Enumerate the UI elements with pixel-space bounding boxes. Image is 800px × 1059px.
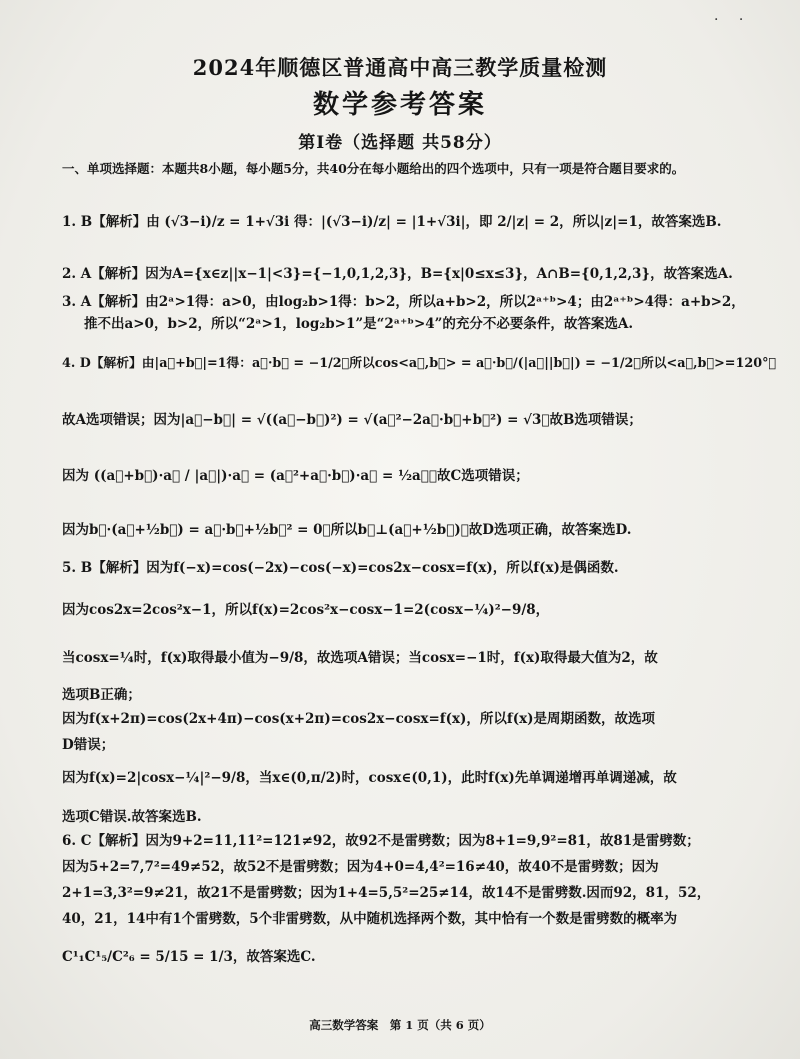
answer-q4-line4: 因为b⃗·(a⃗+½b⃗) = a⃗·b⃗+½b⃗² = 0，所以b⃗⊥(a⃗+½b⃗)，故D选项正确，故答案选D. [62,522,632,538]
section-heading: 一、单项选择题：本题共8小题，每小题5分，共40分在每小题给出的四个选项中，只有一项是符合题目要求的。 [62,161,685,176]
scan-specks: · · [714,12,752,28]
answer-q4-line1: 4. D【解析】由|a⃗+b⃗|=1得：a⃗·b⃗ = −1/2，所以cos<a⃗,b⃗> = a⃗·b⃗/(|a⃗||b⃗|) = −1/2，所以<a⃗,b⃗>=120°， [62,356,777,371]
answer-q5-line2: 因为cos2x=2cos²x−1，所以f(x)=2cos²x−cosx−1=2(cosx−¼)²−9/8， [62,602,550,618]
answer-q5-line4: 选项B正确； [62,687,141,703]
answer-q4-line3: 因为 ((a⃗+b⃗)·a⃗ / |a⃗|)·a⃗ = (a⃗²+a⃗·b⃗)·a⃗ = ½a⃗，故C选项错误； [62,468,529,484]
answer-q5-line3: 当cosx=¼时，f(x)取得最小值为−9/8，故选项A错误；当cosx=−1时，f(x)取得最大值为2，故 [62,650,658,666]
answer-q5-line1: 5. B【解析】因为f(−x)=cos(−2x)−cos(−x)=cos2x−cosx=f(x)，所以f(x)是偶函数. [62,560,619,576]
answer-q1: 1. B【解析】由 (√3−i)/z = 1+√3i 得：|(√3−i)/z| = |1+√3i|，即 2/|z| = 2，所以|z|=1，故答案选B. [62,214,722,230]
answer-q5-line8: 选项C错误.故答案选B. [62,809,202,825]
answer-q5-line7: 因为f(x)=2|cosx−¼|²−9/8，当x∈(0,π/2)时，cosx∈(0,1)，此时f(x)先单调递增再单调递减，故 [62,770,677,786]
answer-q6-line3: 2+1=3,3²=9≠21，故21不是雷劈数；因为1+4=5,5²=25≠14，故14不是雷劈数.因而92，81，52， [62,885,711,901]
answer-q6-line1: 6. C【解析】因为9+2=11,11²=121≠92，故92不是雷劈数；因为8+1=9,9²=81，故81是雷劈数； [62,833,700,849]
answer-q5-line5: 因为f(x+2π)=cos(2x+4π)−cos(x+2π)=cos2x−cosx=f(x)，所以f(x)是周期函数，故选项 [62,711,656,727]
page-footer: 高三数学答案 第 1 页（共 6 页） [309,1018,491,1032]
answer-q6-line2: 因为5+2=7,7²=49≠52，故52不是雷劈数；因为4+0=4,4²=16≠40，故40不是雷劈数；因为 [62,859,659,875]
part-heading: 第Ⅰ卷（选择题 共58分） [298,133,502,153]
answer-q6-line4: 40，21，14中有1个雷劈数，5个非雷劈数，从中随机选择两个数，其中恰有一个数是雷劈数的概率为 [62,911,678,927]
answer-q2: 2. A【解析】因为A={x∈z||x−1|<3}={−1,0,1,2,3}，B={x|0≤x≤3}，A∩B={0,1,2,3}，故答案选A. [62,266,733,282]
answer-q4-line2: 故A选项错误；因为|a⃗−b⃗| = √((a⃗−b⃗)²) = √(a⃗²−2a⃗·b⃗+b⃗²) = √3，故B选项错误； [62,412,642,428]
page-title: 数学参考答案 [312,90,487,120]
answer-q5-line6: D错误； [62,737,115,753]
answer-q3-line1: 3. A【解析】由2ᵃ>1得：a>0，由log₂b>1得：b>2，所以a+b>2，所以2ᵃ⁺ᵇ>4；由2ᵃ⁺ᵇ>4得：a+b>2， [62,294,745,310]
answer-q3-line2: 推不出a>0，b>2，所以“2ᵃ>1，log₂b>1”是“2ᵃ⁺ᵇ>4”的充分不必要条件，故答案选A. [84,316,634,332]
exam-title: 2024年顺德区普通高中高三教学质量检测 [192,55,608,80]
answer-q6-line5: C¹₁C¹₅/C²₆ = 5/15 = 1/3，故答案选C. [62,949,316,965]
